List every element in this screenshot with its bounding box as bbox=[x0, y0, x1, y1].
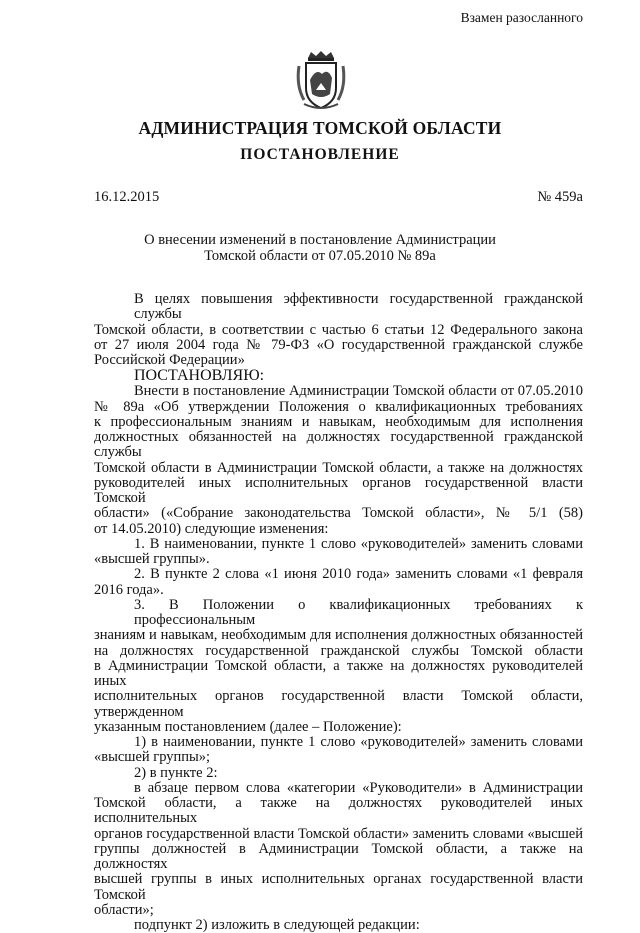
paragraph bbox=[94, 292, 583, 368]
document-subject bbox=[0, 232, 640, 264]
text-line: 2) в пункте 2: bbox=[134, 764, 218, 781]
text-line: руководителей иных исполнительных органов государственной власти Томской bbox=[94, 474, 583, 506]
text-line: Томской области, а также на должностях руководителей иных исполнительных bbox=[94, 795, 583, 827]
text-line: № 89а «Об утверждении Положения о квалификационных требованиях bbox=[94, 398, 583, 415]
text-line: Внести в постановление Администрации Томской области от 07.05.2010 bbox=[134, 383, 583, 400]
text-line: 1) в наименовании, пункте 1 слово «руководителей» заменить словами bbox=[134, 734, 583, 750]
text-line: в Администрации Томской области, а также на должностях руководителей иных bbox=[94, 657, 583, 689]
text-line: Томской области в Администрации Томской области, а также на должностях bbox=[94, 459, 583, 476]
text-line: на должностях государственной гражданской службы Томской области bbox=[94, 642, 583, 659]
text-line: в абзаце первом слова «категории «Руководители» в Администрации bbox=[134, 779, 583, 796]
text-line: должностных обязанностей на должностях государственной гражданской службы bbox=[94, 429, 583, 461]
subject-line: О внесении изменений в постановление Администрации bbox=[144, 232, 496, 248]
text-line: высшей группы в иных исполнительных органах государственной власти Томской bbox=[94, 871, 583, 903]
decree-word bbox=[94, 368, 583, 384]
text-line: знаниям и навыкам, необходимым для исполнения должностных обязанностей bbox=[94, 627, 583, 644]
text-line: 2. В пункте 2 слова «1 июня 2010 года» заменить словами «1 февраля bbox=[134, 566, 583, 583]
text-line: к профессиональным знаниям и навыкам, необходимым для исполнения bbox=[94, 413, 583, 430]
text-line: 3. В Положении о квалификационных требованиях к профессиональным bbox=[134, 596, 583, 628]
paragraph bbox=[94, 918, 583, 933]
paragraph bbox=[94, 537, 583, 568]
paragraph bbox=[94, 735, 583, 766]
text-line: группы должностей в Администрации Томской области, а также на должностях bbox=[94, 840, 583, 872]
text-line: ПОСТАНОВЛЯЮ: bbox=[134, 367, 265, 385]
paragraph bbox=[94, 567, 583, 598]
text-line: подпункт 2) изложить в следующей редакции: bbox=[134, 917, 420, 933]
document-type: ПОСТАНОВЛЕНИЕ bbox=[240, 146, 400, 163]
text-line: от 14.05.2010) следующие изменения: bbox=[94, 520, 329, 537]
text-line: органов государственной власти Томской области» заменить словами «высшей bbox=[94, 825, 583, 842]
text-line: Томской области, в соответствии с частью 6 статьи 12 Федерального закона bbox=[94, 321, 583, 338]
text-line: области» («Собрание законодательства Томской области», № 5/1 (58) bbox=[94, 505, 583, 522]
document-body bbox=[94, 292, 583, 933]
text-line: 2016 года». bbox=[94, 581, 164, 598]
paragraph bbox=[94, 766, 583, 781]
text-line: «высшей группы». bbox=[94, 551, 210, 567]
text-line: В целях повышения эффективности государственной гражданской службы bbox=[134, 291, 583, 323]
issuer-title: АДМИНИСТРАЦИЯ ТОМСКОЙ ОБЛАСТИ bbox=[138, 118, 502, 138]
text-line: «высшей группы»; bbox=[94, 749, 211, 766]
paragraph bbox=[94, 781, 583, 918]
paragraph bbox=[94, 384, 583, 537]
replacement-note: Взамен разосланного bbox=[460, 10, 583, 25]
text-line: от 27 июля 2004 года № 79-ФЗ «О государственной гражданской службе bbox=[94, 336, 583, 353]
text-line: указанным постановлением (далее – Положение): bbox=[94, 718, 402, 735]
text-line: Российской Федерации» bbox=[94, 352, 245, 368]
text-line: исполнительных органов государственной власти Томской области, утвержденном bbox=[94, 688, 583, 720]
paragraph bbox=[94, 598, 583, 735]
text-line: области»; bbox=[94, 901, 154, 918]
document-number: № 459а bbox=[537, 189, 583, 205]
subject-line: Томской области от 07.05.2010 № 89а bbox=[204, 248, 436, 264]
coat-of-arms-icon bbox=[296, 50, 346, 112]
document-date: 16.12.2015 bbox=[94, 189, 160, 205]
text-line: 1. В наименовании, пункте 1 слово «руководителей» заменить словами bbox=[134, 535, 583, 552]
